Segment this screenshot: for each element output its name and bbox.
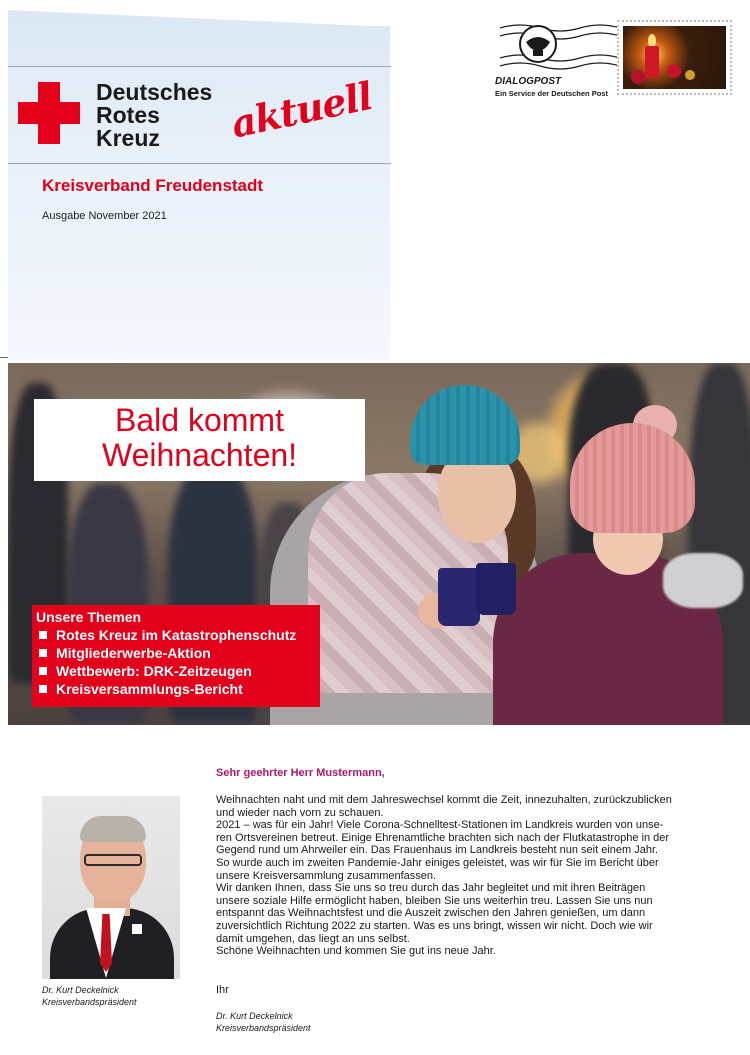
theme-item (36, 626, 320, 644)
girl-knit-hat (570, 423, 695, 533)
headline-box (34, 399, 365, 481)
letter-salutation: Sehr geehrter Herr Mustermann, (216, 767, 385, 779)
org-name-line-3: Kreuz (96, 125, 160, 151)
letter-line: Gegend rund um Ahrweiler ein. Das Frauenhaus im Landkreis besteht nun seit einem Jahr. (216, 844, 659, 857)
square-bullet-icon (39, 685, 47, 693)
theme-item (36, 662, 320, 680)
bauble-icon (685, 70, 695, 80)
themes-box (32, 605, 320, 707)
headline-line-2: Weihnachten! (101, 437, 298, 473)
aktuell-wordmark: aktuell (227, 72, 376, 147)
theme-item-label: Rotes Kreuz im Katastrophenschutz (56, 627, 297, 643)
edition-label: Ausgabe November 2021 (42, 210, 167, 222)
bauble-icon (631, 70, 645, 84)
theme-item-label: Wettbewerb: DRK-Zeitzeugen (56, 663, 252, 679)
square-bullet-icon (39, 649, 47, 657)
signature-role: Kreisverbandspräsident (216, 1023, 311, 1033)
mug-icon (476, 563, 516, 615)
letter-closing: Ihr (216, 984, 229, 996)
fold-mark (0, 357, 8, 358)
header-divider-bottom (8, 163, 391, 164)
letter-line: entspannt das Weihnachtsfest und die Auszeit zwischen den Jahren genießen, um dann (216, 907, 646, 920)
portrait-caption-role: Kreisverbandspräsident (42, 997, 137, 1007)
letter-line: Wir danken Ihnen, dass Sie uns so treu durch das Jahr begleitet und mit ihren Beiträgen (216, 882, 646, 895)
red-cross-horizontal-bar (18, 102, 80, 124)
org-name-line-1: Deutsches (96, 79, 213, 105)
square-bullet-icon (39, 667, 47, 675)
stamp-image (623, 26, 726, 89)
letter-line: damit umgehen, das liegt an uns selbst. (216, 932, 410, 945)
theme-item (36, 644, 320, 662)
theme-item-label: Kreisversammlungs-Bericht (56, 681, 243, 697)
post-horn-postmark-icon (500, 18, 630, 76)
dialogpost-subline: Ein Service der Deutschen Post (495, 89, 608, 98)
portrait-caption-name: Dr. Kurt Deckelnick (42, 985, 119, 995)
letter-body (216, 794, 736, 958)
letter-line: ren Ortsvereinen betreut. Einige Ehrenamtliche brachten sich nach der Flutkatastrophe in der (216, 831, 670, 844)
girl-fur-collar (663, 553, 743, 608)
portrait-lapel-badge (132, 924, 142, 934)
portrait-photo (42, 796, 180, 979)
letter-line: So wurde auch im zweiten Pandemie-Jahr einiges geleistet, was wir für Sie im Bericht über (216, 856, 659, 869)
headline-line-1: Bald kommt (115, 402, 284, 438)
mug-icon (438, 568, 480, 626)
letter-line: 2021 – was für ein Jahr! Viele Corona-Schnelltest-Stationen im Landkreis wurden von unse- (216, 819, 664, 832)
letter-line: und wieder nach vorn zu schauen. (216, 806, 384, 819)
mother-knit-hat (410, 385, 520, 465)
header-divider-top (8, 66, 391, 67)
square-bullet-icon (39, 631, 47, 639)
portrait-hair (80, 816, 146, 842)
org-name-line-2: Rotes (96, 102, 160, 128)
dialogpost-label: DIALOGPOST (495, 76, 562, 87)
letter-line: Schöne Weihnachten und kommen Sie gut ins neue Jahr. (216, 945, 496, 958)
letter-line: Weihnachten naht und mit dem Jahreswechsel kommt die Zeit, innezuhalten, zurückzublicken (216, 794, 672, 806)
theme-item-label: Mitgliederwerbe-Aktion (56, 645, 211, 661)
christmas-stamp (617, 20, 732, 95)
letter-line: unsere Kreisversammlung zusammenfassen. (216, 869, 437, 882)
theme-item (36, 680, 320, 698)
portrait-glasses (84, 854, 142, 866)
letter-line: unsere soziale Hilfe ermöglicht haben, bleiben Sie uns weiterhin treu. Lassen Sie uns nun (216, 894, 653, 907)
candle-icon (645, 46, 659, 78)
signature-name: Dr. Kurt Deckelnick (216, 1011, 293, 1021)
bauble-icon (667, 64, 681, 78)
kreisverband-title: Kreisverband Freudenstadt (42, 176, 264, 195)
letter-line: zuversichtlich Richtung 2022 zu starten. Was es uns bringt, wissen wir nicht. Doch wie wir (216, 919, 653, 932)
themes-title: Unsere Themen (36, 609, 142, 625)
